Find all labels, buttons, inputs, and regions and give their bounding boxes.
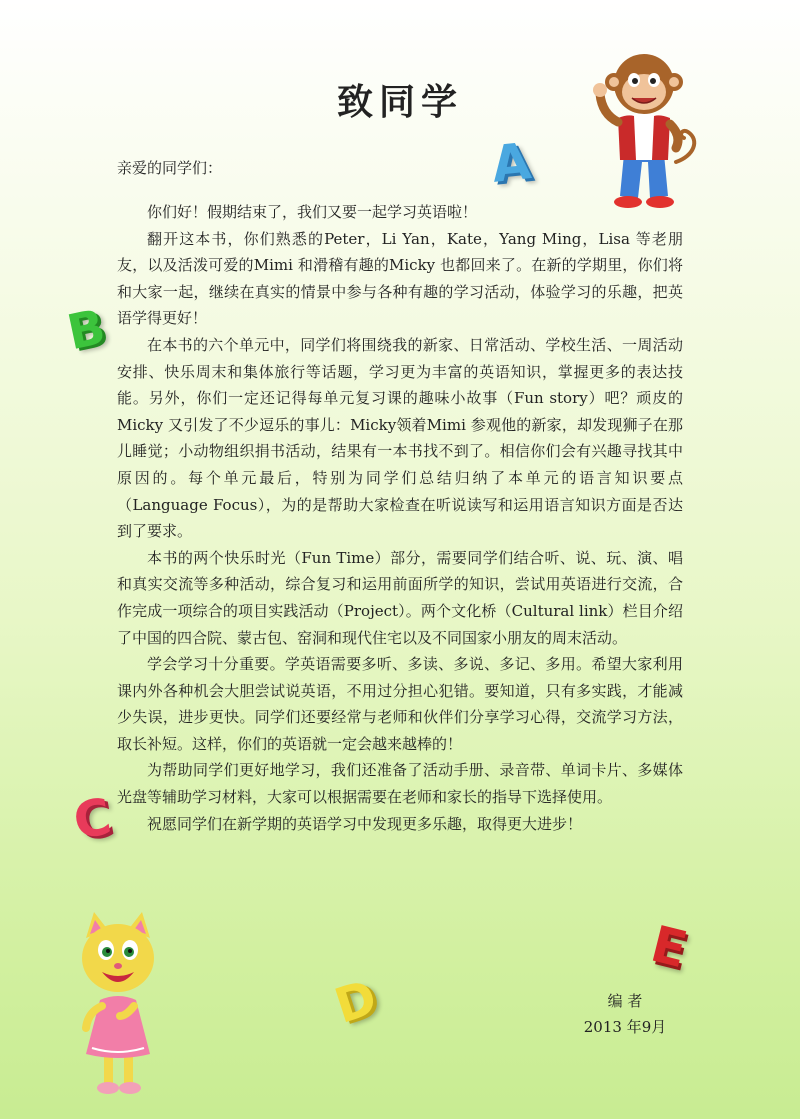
letter-d-glyph: D (328, 969, 384, 1035)
letter-b-decoration (62, 298, 111, 362)
page-title: 致同学 (336, 81, 463, 123)
letter-a-glyph: A (489, 132, 534, 194)
signature-author: 编 者 (607, 992, 643, 1010)
paragraph: 本书的两个快乐时光（Fun Time）部分，需要同学们结合听、说、玩、演、唱和真实交流等多种活动，综合复习和运用前面所学的知识，尝试用英语进行交流，合作完成一项综合的项目实践活动（Project）。两个文化桥（Cultural link）栏目介绍了中国的四合院、蒙古包、窑洞和现代住宅以及不同国家小朋友的周末活动。 (117, 548, 683, 647)
letter-e-decoration (645, 914, 693, 980)
cat-illustration (68, 908, 168, 1096)
paragraph: 祝愿同学们在新学期的英语学习中发现更多乐趣，取得更大进步！ (147, 814, 583, 833)
letter-body (117, 199, 683, 837)
paragraph: 为帮助同学们更好地学习，我们还准备了活动手册、录音带、单词卡片、多媒体光盘等辅助学习材料，大家可以根据需要在老师和家长的指导下选择使用。 (117, 761, 683, 807)
signature-date: 2013 年9月 (583, 1018, 667, 1036)
paragraph: 翻开这本书，你们熟悉的Peter，Li Yan，Kate，Yang Ming，Lisa 等老朋友，以及活泼可爱的Mimi 和滑稽有趣的Micky 也都回来了。在新的学期里，你们将和大家一起，继续在真实的情景中参与各种有趣的学习活动，体验学习的乐趣，把英语学得更好！ (117, 229, 683, 328)
letter-d-decoration (328, 969, 384, 1035)
letter-c-decoration (69, 787, 116, 851)
paragraph: 你们好！假期结束了，我们又要一起学习英语啦！ (147, 203, 478, 221)
letter-e-glyph: E (645, 914, 693, 980)
signature (560, 988, 690, 1040)
paragraph: 学会学习十分重要。学英语需要多听、多读、多说、多记、多用。希望大家利用课内外各种机会大胆尝试说英语，不用过分担心犯错。要知道，只有多实践，才能减少失误，进步更快。同学们还要经常与老师和伙伴们分享学习心得，交流学习方法，取长补短。这样，你们的英语就一定会越来越棒的！ (117, 655, 683, 753)
greeting: 亲爱的同学们： (117, 159, 223, 177)
letter-a-decoration (489, 132, 534, 194)
letter-b-glyph: B (62, 298, 111, 362)
paragraph: 在本书的六个单元中，同学们将围绕我的新家、日常活动、学校生活、一周活动安排、快乐周末和集体旅行等话题，学习更为丰富的英语知识，掌握更多的表达技能。另外，你们一定还记得每单元复习课的趣味小故事（Fun story）吧？顽皮的Micky 又引发了不少逗乐的事儿：Micky领着Mimi 参观他的新家，却发现狮子在那儿睡觉；小动物组织捐书活动，结果有一本书找不到了。相信你们会有兴趣寻找其中原因的。每个单元最后，特别为同学们总结归纳了本单元的语言知识要点（Language Focus），为的是帮助大家检查在听说读写和运用语言知识方面是否达到了要求。 (117, 335, 683, 541)
letter-c-glyph: C (69, 787, 116, 851)
monkey-illustration (584, 44, 702, 214)
